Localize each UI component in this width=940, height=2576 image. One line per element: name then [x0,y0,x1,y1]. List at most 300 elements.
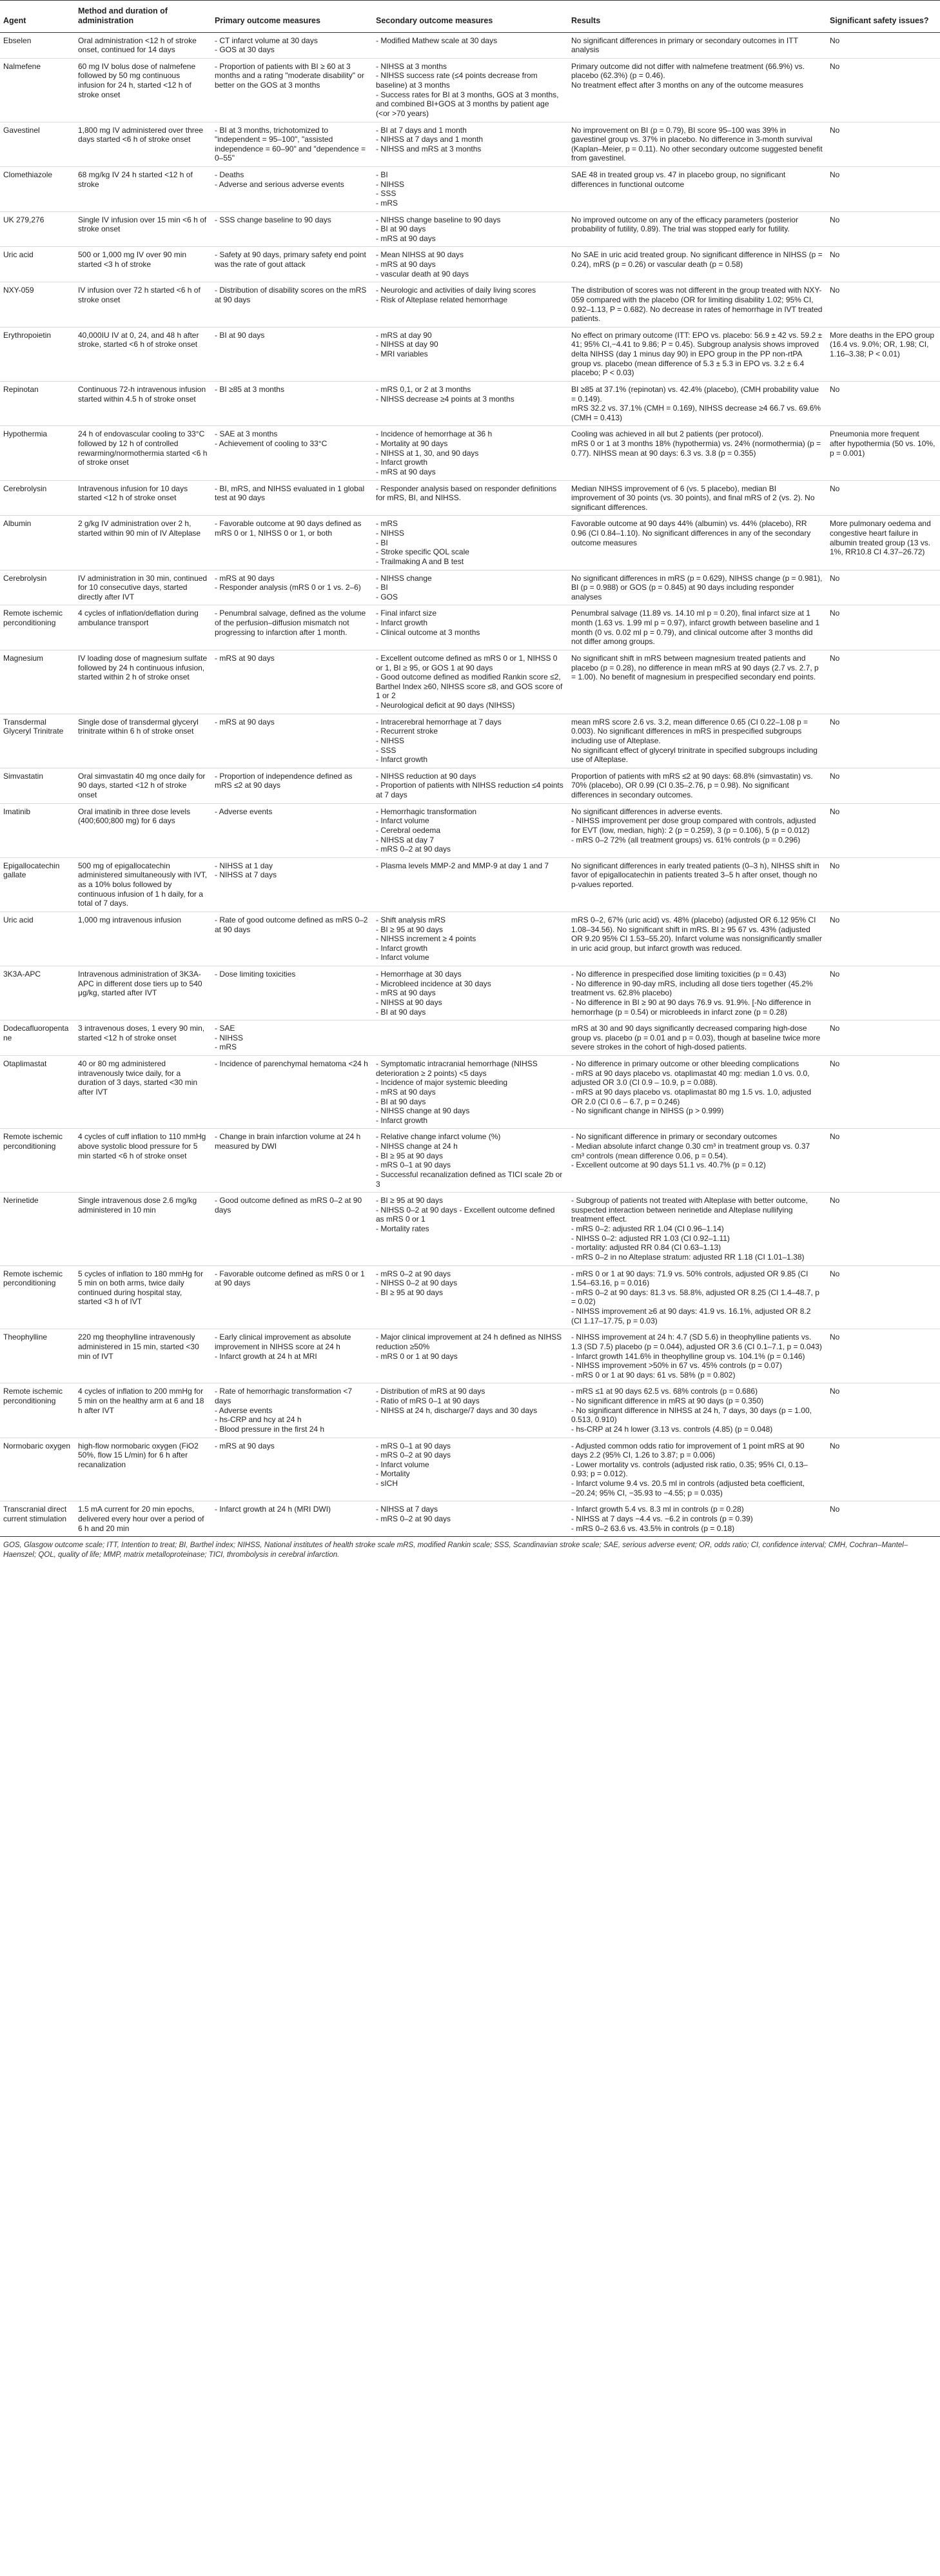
secondary-outcome-cell [373,1265,568,1329]
results-cell-line: No significant differences in early treated patients (0–3 h), NIHSS shift in favor of epigallocatechin in patients treated 3–5 h after onset, though no p-values reported. [571,861,819,889]
results-cell [568,650,827,714]
secondary-outcome-cell-line: - Hemorrhage at 30 days [376,970,462,979]
secondary-outcome-cell [373,912,568,966]
secondary-outcome-cell-line: - Successful recanalization defined as TICI scale 2b or 3 [376,1169,563,1189]
safety-cell: No [827,122,940,167]
safety-cell: No [827,1020,940,1056]
secondary-outcome-cell-line: - NIHSS at 7 days and 1 month [376,135,484,144]
secondary-outcome-cell [373,650,568,714]
secondary-outcome-cell-line: - Final infarct size [376,609,437,618]
method-cell: 68 mg/kg IV 24 h started <12 h of stroke [75,167,211,212]
agent-cell: Otaplimastat [0,1056,75,1129]
results-cell-line: No significant shift in mRS between magnesium treated patients and placebo (p = 0.28), no difference in mean mRS at 90 days (2.7 vs. 2.7, p = 1.00). No benefit of magnesium in prespecified secondary end points. [571,653,819,682]
secondary-outcome-cell-line: - NIHSS change baseline to 90 days [376,215,501,224]
secondary-outcome-cell-line: - BI ≥ 95 at 90 days [376,1151,443,1160]
results-cell [568,32,827,58]
secondary-outcome-cell-line: - Excellent outcome defined as mRS 0 or 1, NIHSS 0 or 1, BI ≥ 95, or GOS 1 at 90 days [376,653,558,672]
primary-outcome-cell-line: - BI, mRS, and NIHSS evaluated in 1 global test at 90 days [215,483,365,503]
agent-cell: Transcranial direct current stimulation [0,1501,75,1537]
results-cell-line: - mRS 0 or 1 at 90 days: 61 vs. 58% (p = 0.802) [571,1370,736,1380]
table-row [0,58,940,122]
primary-outcome-cell-line: - Distribution of disability scores on the mRS at 90 days [215,286,367,304]
secondary-outcome-cell-line: - GOS [376,592,398,601]
secondary-outcome-cell-line: - Trailmaking A and B test [376,556,464,566]
primary-outcome-cell-line: - Proportion of patients with BI ≥ 60 at 3 months and a rating "moderate disability" or better on the GOS at 3 months [215,61,364,90]
table-header-row [0,1,940,33]
secondary-outcome-cell-line: - Infarct growth [376,1115,428,1125]
method-cell: Intravenous administration of 3K3A-APC in different dose tiers up to 540 μg/kg, started after IVT [75,966,211,1020]
secondary-outcome-cell-line: - NIHSS reduction at 90 days [376,771,476,781]
secondary-outcome-cell-line: - sICH [376,1479,398,1488]
secondary-outcome-cell-line: - NIHSS at 24 h, discharge/7 days and 30 days [376,1405,538,1415]
safety-cell: No [827,803,940,857]
secondary-outcome-cell-line: - NIHSS [376,179,405,189]
results-cell [568,803,827,857]
results-cell-line: - NIHSS improvement per dose group compared with controls, adjusted for EVT (low, median, high): 2 (p = 0.259), 3 (p = 0.106), 5 (p = 0.012) [571,816,816,835]
primary-outcome-cell-line: - Infarct growth at 24 h at MRI [215,1351,317,1361]
table-row [0,1383,940,1438]
primary-outcome-cell-line: - SAE [215,1024,235,1033]
secondary-outcome-cell [373,327,568,381]
secondary-outcome-cell-line: - NIHSS change [376,573,432,583]
agent-cell: Uric acid [0,247,75,282]
secondary-outcome-cell-line: - Mortality [376,1469,410,1479]
secondary-outcome-cell-line: - mRS 0–1 at 90 days [376,1160,451,1170]
header-primary-outcome: Primary outcome measures [211,1,373,33]
header-results: Results [568,1,827,33]
method-cell: Oral simvastatin 40 mg once daily for 90 days, started <12 h of stroke onset [75,768,211,803]
results-cell-line: mRS 0 or 1 at 3 months 18% (hypothermia) vs. 24% (normothermia) (p = 0.77). NIHSS mean at 90 days: 6.3 vs. 3.8 (p = 0.355) [571,439,821,458]
results-cell [568,167,827,212]
safety-cell: No [827,714,940,768]
agent-cell: Hypothermia [0,426,75,480]
results-cell-line: No significant differences in adverse events. [571,806,723,816]
secondary-outcome-cell-line: - mRS 0,1, or 2 at 3 months [376,384,471,394]
secondary-outcome-cell [373,768,568,803]
results-cell [568,426,827,480]
primary-outcome-cell-line: - Favorable outcome defined as mRS 0 or 1 at 90 days [215,1269,365,1288]
primary-outcome-cell-line: - SSS change baseline to 90 days [215,215,331,224]
results-cell [568,768,827,803]
secondary-outcome-cell-line: - NIHSS change at 90 days [376,1106,470,1116]
results-cell-line: - Median absolute infarct change 0.30 cm³ in treatment group vs. 0.37 cm³ controls (mean difference 0.06, p = 0.54). [571,1142,810,1160]
agent-cell: Clomethiazole [0,167,75,212]
secondary-outcome-cell-line: - BI [376,538,388,547]
secondary-outcome-cell [373,1329,568,1383]
secondary-outcome-cell [373,803,568,857]
secondary-outcome-cell-line: - NIHSS decrease ≥4 points at 3 months [376,394,514,404]
secondary-outcome-cell-line: - Infarct growth [376,618,428,627]
results-cell-line: Favorable outcome at 90 days 44% (albumin) vs. 44% (placebo), RR 0.96 (CI 0.84–1.10). No significant differences in any of the secondary outcome measures [571,519,811,547]
table-row [0,650,940,714]
results-cell-line: mean mRS score 2.6 vs. 3.2, mean difference 0.65 (CI 0.22–1.08 p = 0.003). No significant differences in mRS in prespecified subgroups including use of Alteplase. [571,717,808,745]
secondary-outcome-cell-line: - NIHSS at day 90 [376,340,438,349]
agent-cell: Transdermal Glyceryl Trinitrate [0,714,75,768]
secondary-outcome-cell-line: - NIHSS change at 24 h [376,1142,458,1151]
method-cell: IV administration in 30 min, continued for 10 consecutive days, started directly after IVT [75,570,211,605]
secondary-outcome-cell-line: - NIHSS at 90 days [376,997,442,1007]
method-cell: 500 mg of epigallocatechin administered simultaneously with IVT, as a 10% bolus followed by continuous infusion of 1 h daily, for a total of 7 days. [75,857,211,912]
agent-cell: Albumin [0,516,75,570]
results-cell [568,327,827,381]
results-cell-line: - Lower mortality vs. controls (adjusted risk ratio, 0.35; 95% CI, 0.13–0.93; p = 0.012). [571,1459,808,1479]
results-cell [568,570,827,605]
secondary-outcome-cell-line: - Relative change infarct volume (%) [376,1132,501,1142]
results-cell [568,211,827,247]
agent-cell: Normobaric oxygen [0,1438,75,1501]
primary-outcome-cell [211,1193,373,1265]
secondary-outcome-cell-line: - mRS at 90 days [376,260,436,269]
primary-outcome-cell [211,167,373,212]
secondary-outcome-cell-line: - BI at 90 days [376,1097,426,1106]
safety-cell: No [827,381,940,426]
primary-outcome-cell-line: - mRS at 90 days [215,653,275,663]
primary-outcome-cell-line: - Rate of hemorrhagic transformation <7 days [215,1387,353,1405]
primary-outcome-cell [211,714,373,768]
table-row [0,1020,940,1056]
results-cell-line: - mRS 0–2 in no Alteplase stratum: adjusted RR 1.18 (CI 1.01–1.38) [571,1252,805,1262]
method-cell: high-flow normobaric oxygen (FiO2 50%, flow 15 L/min) for 6 h after recanalization [75,1438,211,1501]
primary-outcome-cell-line: - hs-CRP and hcy at 24 h [215,1415,302,1425]
safety-cell: No [827,1383,940,1438]
method-cell: 500 or 1,000 mg IV over 90 min started <3 h of stroke [75,247,211,282]
method-cell: Single IV infusion over 15 min <6 h of stroke onset [75,211,211,247]
secondary-outcome-cell [373,122,568,167]
secondary-outcome-cell [373,211,568,247]
secondary-outcome-cell-line: - Risk of Alteplase related hemorrhage [376,295,508,304]
results-cell-line: - No difference in 90-day mRS, including all dose tiers together (45.2% treatment vs. 62.8% placebo) [571,979,813,998]
table-row [0,1438,940,1501]
method-cell: 24 h of endovascular cooling to 33°C followed by 12 h of controlled rewarming/normothermia started <6 h of stroke onset [75,426,211,480]
primary-outcome-cell-line: - GOS at 30 days [215,45,275,55]
agent-cell: Epigallocatechin gallate [0,857,75,912]
results-cell-line: - NIHSS at 7 days −4.4 vs. −6.2 in controls (p = 0.39) [571,1514,753,1523]
table-row [0,327,940,381]
primary-outcome-cell [211,1056,373,1129]
results-cell-line: No significant differences in mRS (p = 0.629), NIHSS change (p = 0.981), BI (p = 0.988) or GOS (p = 0.845) at 90 days including responder analyses [571,573,823,601]
agent-cell: Gavestinel [0,122,75,167]
results-cell [568,381,827,426]
secondary-outcome-cell-line: - BI [376,583,388,592]
results-cell-line: - Infarct volume 9.4 vs. 20.5 ml in controls (adjusted beta coefficient, −20.24; 95% CI, −35.93 to −4.55; p = 0.035) [571,1479,805,1498]
table-row [0,714,940,768]
results-cell [568,966,827,1020]
results-cell-line: SAE 48 in treated group vs. 47 in placebo group, no significant differences in functional outcome [571,170,786,189]
secondary-outcome-cell-line: - NIHSS 0–2 at 90 days [376,1278,458,1288]
secondary-outcome-cell-line: - Recurrent stroke [376,727,438,736]
primary-outcome-cell [211,381,373,426]
results-cell-line: - No significant difference in primary or secondary outcomes [571,1132,778,1142]
primary-outcome-cell-line: - Penumbral salvage, defined as the volume of the perfusion–diffusion mismatch not progressing to infarction after 1 month. [215,609,366,637]
primary-outcome-cell [211,480,373,516]
secondary-outcome-cell-line: - Infarct volume [376,1459,429,1469]
results-cell [568,857,827,912]
secondary-outcome-cell [373,426,568,480]
primary-outcome-cell [211,426,373,480]
results-cell [568,1329,827,1383]
secondary-outcome-cell [373,1383,568,1438]
table-row [0,803,940,857]
secondary-outcome-cell-line: - mRS at 90 days [376,233,436,243]
primary-outcome-cell-line: - CT infarct volume at 30 days [215,35,318,45]
method-cell: IV infusion over 72 h started <6 h of stroke onset [75,282,211,327]
results-cell [568,516,827,570]
primary-outcome-cell [211,122,373,167]
method-cell: 220 mg theophylline intravenously administered in 15 min, started <30 min of IVT [75,1329,211,1383]
agent-cell: Imatinib [0,803,75,857]
secondary-outcome-cell [373,516,568,570]
header-secondary-outcome: Secondary outcome measures [373,1,568,33]
secondary-outcome-cell-line: - Ratio of mRS 0–1 at 90 days [376,1396,480,1405]
secondary-outcome-cell-line: - Intracerebral hemorrhage at 7 days [376,717,502,727]
secondary-outcome-cell [373,381,568,426]
primary-outcome-cell-line: - Dose limiting toxicities [215,970,296,979]
primary-outcome-cell [211,1329,373,1383]
primary-outcome-cell [211,327,373,381]
safety-cell: No [827,211,940,247]
primary-outcome-cell [211,516,373,570]
secondary-outcome-cell-line: - NIHSS increment ≥ 4 points [376,934,476,944]
secondary-outcome-cell-line: - NIHSS [376,736,405,745]
secondary-outcome-cell-line: - mRS 0–2 at 90 days [376,1269,451,1278]
table-row [0,381,940,426]
agent-cell: Magnesium [0,650,75,714]
method-cell: 1,800 mg IV administered over three days started <6 h of stroke onset [75,122,211,167]
secondary-outcome-cell-line: - mRS at 90 days [376,1087,436,1097]
primary-outcome-cell-line: - Adverse events [215,806,273,816]
safety-cell: No [827,1265,940,1329]
safety-cell: No [827,282,940,327]
safety-cell: No [827,1056,940,1129]
table-row [0,516,940,570]
secondary-outcome-cell-line: - mRS 0–2 at 90 days [376,1514,451,1523]
secondary-outcome-cell-line: - Infarct volume [376,953,429,962]
secondary-outcome-cell-line: - mRS 0 or 1 at 90 days [376,1351,458,1361]
header-agent: Agent [0,1,75,33]
results-cell-line: Primary outcome did not differ with nalmefene treatment (66.9%) vs. placebo (62.3%) (p = 0.46). [571,61,805,81]
primary-outcome-cell-line: - Adverse events [215,1405,273,1415]
secondary-outcome-cell-line: - mRS 0–1 at 90 days [376,1441,451,1450]
table-row [0,426,940,480]
results-cell [568,605,827,650]
method-cell: 1.5 mA current for 20 min epochs, delivered every hour over a period of 6 h and 20 min [75,1501,211,1537]
results-cell-line: - No significant change in NIHSS (p > 0.999) [571,1106,724,1116]
results-cell [568,714,827,768]
primary-outcome-cell-line: - BI at 90 days [215,330,265,340]
secondary-outcome-cell-line: - MRI variables [376,349,428,358]
results-cell-line: - No difference in BI ≥ 90 at 90 days 76.9 vs. 91.9%. [-No difference in hemorrhage (p = 0.54) or microbleeds in infarct zone (p = 0.28) [571,997,811,1017]
results-cell-line: No SAE in uric acid treated group. No significant difference in NIHSS (p = 0.24), mRS (p = 0.26) or vascular death (p = 0.58) [571,250,823,269]
results-cell-line: - NIHSS improvement >50% in 67 vs. 45% controls (p = 0.07) [571,1361,782,1371]
primary-outcome-cell-line: - mRS [215,1042,237,1052]
table-row [0,1129,940,1193]
results-cell [568,282,827,327]
table-row [0,570,940,605]
secondary-outcome-cell-line: - Modified Mathew scale at 30 days [376,35,498,45]
primary-outcome-cell-line: - BI ≥85 at 3 months [215,384,284,394]
secondary-outcome-cell-line: - Cerebral oedema [376,825,441,835]
primary-outcome-cell-line: - mRS at 90 days [215,573,275,583]
results-cell [568,58,827,122]
primary-outcome-cell [211,1501,373,1537]
agent-cell: Remote ischemic perconditioning [0,605,75,650]
safety-cell: No [827,1329,940,1383]
secondary-outcome-cell-line: - NIHSS at 1, 30, and 90 days [376,448,479,458]
primary-outcome-cell [211,247,373,282]
table-row [0,1193,940,1265]
results-cell-line: - mRS 0–2 at 90 days: 81.3 vs. 58.8%, adjusted OR 8.25 (CI 1.4–48.7, p = 0.02) [571,1287,819,1307]
secondary-outcome-cell-line: - SSS [376,745,397,755]
secondary-outcome-cell-line: - Plasma levels MMP-2 and MMP-9 at day 1 and 7 [376,861,549,870]
results-cell-line: - mortality: adjusted RR 0.84 (CI 0.63–1.13) [571,1243,721,1253]
results-cell-line: - mRS ≤1 at 90 days 62.5 vs. 68% controls (p = 0.686) [571,1387,758,1396]
primary-outcome-cell-line: - Change in brain infarction volume at 24 h measured by DWI [215,1132,361,1151]
secondary-outcome-cell [373,857,568,912]
agent-cell: Repinotan [0,381,75,426]
table-body [0,32,940,1537]
secondary-outcome-cell-line: - Infarct growth [376,458,428,467]
secondary-outcome-cell [373,58,568,122]
primary-outcome-cell-line: - Adverse and serious adverse events [215,179,344,189]
secondary-outcome-cell-line: - Neurological deficit at 90 days (NIHSS) [376,701,515,710]
results-cell-line: Median NIHSS improvement of 6 (vs. 5 placebo), median BI improvement of 30 points (vs. 30 points), and final mRS of 2 (vs. 2). No significant differences. [571,483,815,512]
primary-outcome-cell [211,768,373,803]
table-row [0,605,940,650]
results-cell-line: No significant differences in primary or secondary outcomes in ITT analysis [571,35,798,55]
safety-cell: No [827,58,940,122]
secondary-outcome-cell [373,1020,568,1056]
secondary-outcome-cell-line: - Success rates for BI at 3 months, GOS at 3 months, and combined BI+GOS at 3 months by patient age (<or >70 years) [376,90,559,118]
results-cell [568,1501,827,1537]
primary-outcome-cell-line: - SAE at 3 months [215,429,278,439]
results-cell-line: - No difference in prespecified dose limiting toxicities (p = 0.43) [571,970,787,979]
secondary-outcome-cell-line: - Incidence of major systemic bleeding [376,1078,508,1088]
results-cell [568,1438,827,1501]
secondary-outcome-cell [373,714,568,768]
safety-cell: More pulmonary oedema and congestive heart failure in albumin treated group (13 vs. 1%, RR10.8 CI 4.37–26.72) [827,516,940,570]
table-row [0,282,940,327]
table-row [0,1056,940,1129]
agent-cell: Uric acid [0,912,75,966]
secondary-outcome-cell-line: - Clinical outcome at 3 months [376,627,480,637]
primary-outcome-cell [211,58,373,122]
primary-outcome-cell-line: - mRS at 90 days [215,1441,275,1450]
method-cell: 5 cycles of inflation to 180 mmHg for 5 min on both arms, twice daily continued during hospital stay, started <3 h of IVT [75,1265,211,1329]
header-safety: Significant safety issues? [827,1,940,33]
secondary-outcome-cell-line: - Infarct growth [376,755,428,765]
results-cell-line: - NIHSS 0–2: adjusted RR 1.03 (CI 0.92–1.11) [571,1233,730,1243]
results-cell-line: - mRS 0–2 72% (all treatment groups) vs. 61% controls (p = 0.296) [571,835,801,844]
agent-cell: Theophylline [0,1329,75,1383]
secondary-outcome-cell-line: - BI at 90 days [376,1007,426,1017]
secondary-outcome-cell-line: - Mean NIHSS at 90 days [376,250,464,260]
secondary-outcome-cell [373,1129,568,1193]
method-cell: Continuous 72-h intravenous infusion started within 4.5 h of stroke onset [75,381,211,426]
primary-outcome-cell-line: - Achievement of cooling to 33°C [215,439,328,448]
safety-cell: No [827,570,940,605]
primary-outcome-cell-line: - Blood pressure in the first 24 h [215,1424,325,1434]
results-cell-line: - mRS 0–2: adjusted RR 1.04 (CI 0.96–1.14) [571,1224,724,1233]
secondary-outcome-cell-line: - BI [376,170,388,179]
safety-cell: No [827,768,940,803]
results-cell-line: mRS 32.2 vs. 37.1% (CMH = 0.169), NIHSS decrease ≥4 66.7 vs. 69.6% (CMH = 0.413) [571,404,821,422]
secondary-outcome-cell-line: - Responder analysis based on responder definitions for mRS, BI, and NIHSS. [376,483,557,503]
secondary-outcome-cell-line: - Mortality rates [376,1224,429,1233]
safety-cell: No [827,167,940,212]
results-cell [568,247,827,282]
results-cell-line: - mRS at 90 days placebo vs. otaplimastat 80 mg 1.5 vs. 1.0, adjusted OR 2.0 (CI 0.6 – 6.7, p = 0.246) [571,1087,812,1106]
method-cell: Oral administration <12 h of stroke onset, continued for 14 days [75,32,211,58]
results-cell-line: No treatment effect after 3 months on any of the outcome measures [571,81,803,90]
secondary-outcome-cell-line: - NIHSS 0–2 at 90 days - Excellent outcome defined as mRS 0 or 1 [376,1205,555,1224]
secondary-outcome-cell [373,570,568,605]
table-row [0,966,940,1020]
secondary-outcome-cell-line: - Infarct volume [376,816,429,826]
secondary-outcome-cell-line: - Incidence of hemorrhage at 36 h [376,429,493,439]
safety-cell: No [827,1129,940,1193]
secondary-outcome-cell-line: - NIHSS at 7 days [376,1505,438,1514]
safety-cell: Pneumonia more frequent after hypothermia (50 vs. 10%, p = 0.001) [827,426,940,480]
secondary-outcome-cell-line: - Microbleed incidence at 30 days [376,979,491,988]
safety-cell: No [827,912,940,966]
results-cell-line: - Excellent outcome at 90 days 51.1 vs. 40.7% (p = 0.12) [571,1160,766,1170]
table-row [0,857,940,912]
secondary-outcome-cell-line: - BI at 90 days [376,224,426,234]
secondary-outcome-cell [373,605,568,650]
results-cell-line: The distribution of scores was not different in the group treated with NXY-059 compared with the placebo (OR for limiting disability 1.02; 95% CI, 0.92–1.13, P = 0.682). No decrease in rates of hemorrhage in IVT treated patients. [571,286,823,324]
method-cell: Single intravenous dose 2.6 mg/kg administered in 10 min [75,1193,211,1265]
secondary-outcome-cell-line: - Good outcome defined as modified Rankin score ≤2, Barthel Index ≥60, NIHSS score ≤8, and GOS score of 1 or 2 [376,672,563,701]
primary-outcome-cell-line: - Incidence of parenchymal hematoma <24 h [215,1059,368,1068]
results-cell [568,912,827,966]
results-cell-line: - hs-CRP at 24 h lower (3.13 vs. controls (4.85) (p = 0.048) [571,1424,773,1434]
secondary-outcome-cell-line: - Shift analysis mRS [376,915,446,924]
secondary-outcome-cell [373,167,568,212]
primary-outcome-cell [211,282,373,327]
results-cell [568,1383,827,1438]
table-footnote: GOS, Glasgow outcome scale; ITT, Intention to treat; BI, Barthel index; NIHSS, National institutes of health stroke scale mRS, modified Rankin scale; SSS, Scandinavian stroke scale; SAE, serious adverse event; OR, odds ratio; CI, confidence interval; CMH, Cochran–Mantel–Haenszel; QOL, quality of life; MMP, matrix metalloproteinase; TICI, thrombolysis in cerebral infarction. [3,1541,908,1559]
table-row [0,480,940,516]
secondary-outcome-cell [373,480,568,516]
method-cell: Oral imatinib in three dose levels (400;600;800 mg) for 6 days [75,803,211,857]
secondary-outcome-cell-line: - Distribution of mRS at 90 days [376,1387,485,1396]
primary-outcome-cell-line: - BI at 3 months, trichotomized to "independent = 95–100", "assisted independence = 60–90" and "dependence = 0–55" [215,125,366,163]
results-cell-line: No improved outcome on any of the efficacy parameters (posterior probability of futility, 0.89). The trial was stopped early for futility. [571,215,798,234]
results-cell-line: - Adjusted common odds ratio for improvement of 1 point mRS at 90 days 2.2 (95% CI, 1.26 to 3.87; p = 0.006) [571,1441,805,1460]
safety-cell: More deaths in the EPO group (16.4 vs. 9.0%; OR, 1.98; CI, 1.16–3.38; P < 0.01) [827,327,940,381]
table-row [0,32,940,58]
safety-cell: No [827,1193,940,1265]
results-cell [568,480,827,516]
primary-outcome-cell-line: - Deaths [215,170,244,179]
secondary-outcome-cell-line: - NIHSS success rate (≤4 points decrease from baseline) at 3 months [376,71,538,90]
secondary-outcome-cell-line: - Major clinical improvement at 24 h defined as NIHSS reduction ≥50% [376,1332,562,1351]
method-cell: IV loading dose of magnesium sulfate followed by 24 h continuous infusion, started within 2 h of stroke onset [75,650,211,714]
secondary-outcome-cell-line: - Symptomatic intracranial hemorrhage (NIHSS deterioration ≥ 2 points) <5 days [376,1059,538,1078]
results-cell [568,1265,827,1329]
results-cell-line: - NIHSS improvement at 24 h: 4.7 (SD 5.6) in theophylline patients vs. 1.3 (SD 7.5) placebo (p = 0.044), adjusted OR 3.6 (CI 0.1–7.1, p = 0.043) [571,1332,822,1351]
agent-cell: 3K3A-APC [0,966,75,1020]
primary-outcome-cell [211,966,373,1020]
safety-cell: No [827,650,940,714]
table-row [0,912,940,966]
results-cell-line: mRS at 30 and 90 days significantly decreased comparing high-dose group vs. placebo (p = 0.01 and p = 0.03), though at baseline twice more severe strokes in the cohort of high-dosed patients. [571,1024,821,1052]
method-cell: 1,000 mg intravenous infusion [75,912,211,966]
primary-outcome-cell [211,1020,373,1056]
primary-outcome-cell-line: - Early clinical improvement as absolute improvement in NIHSS score at 24 h [215,1332,351,1351]
safety-cell: No [827,605,940,650]
secondary-outcome-cell [373,1193,568,1265]
